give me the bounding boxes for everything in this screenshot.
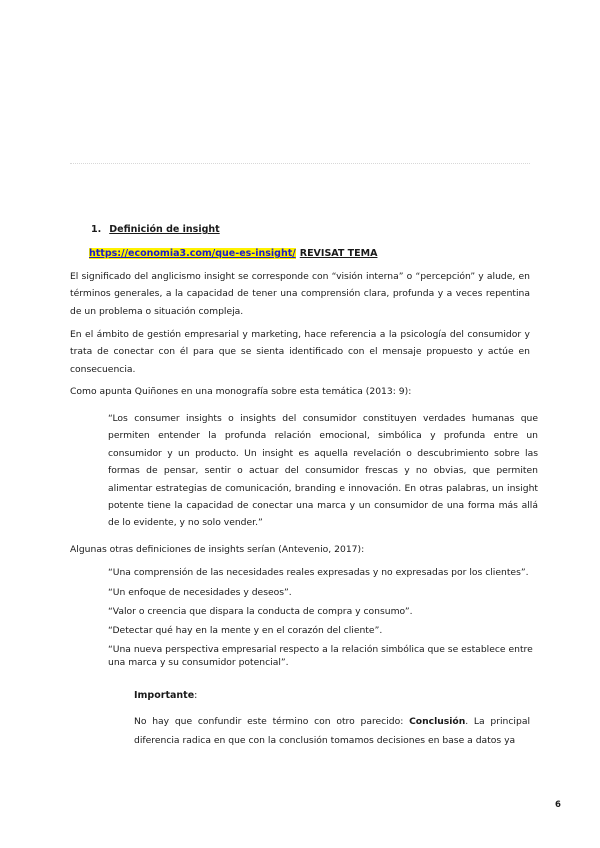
section-heading bbox=[91, 224, 220, 235]
reference-line bbox=[89, 248, 377, 259]
paragraph-quinones: Como apunta Quiñones en una monografía sobre esta temática (2013: 9): bbox=[70, 386, 412, 397]
definition-item: “Un enfoque de necesidades y deseos”. bbox=[108, 587, 292, 598]
note-title: Importante bbox=[134, 690, 195, 701]
paragraph-meaning: El significado del anglicismo insight se corresponde con “visión interna” o “percepción” y alude, en términos generales, a la capacidad de tener una comprensión clara, profunda y a veces repentina de un problema o situación compleja. bbox=[70, 271, 530, 317]
note-text-end: . La principal diferencia radica en que con la conclusión tomamos decisiones en base a datos ya bbox=[134, 716, 530, 746]
note-text-start: No hay que confundir este término con otro parecido: bbox=[134, 716, 410, 727]
definition-item: “Una comprensión de las necesidades reales expresadas y no expresadas por los clientes”. bbox=[108, 567, 529, 578]
definition-item: “Una nueva perspectiva empresarial respecto a la relación simbólica que se establece entre una marca y su consumidor potencial”. bbox=[108, 644, 533, 668]
note-body bbox=[134, 712, 530, 750]
note-keyword: Conclusión bbox=[409, 716, 466, 727]
review-note: REVISAT TEMA bbox=[299, 248, 378, 259]
section-title: Definición de insight bbox=[109, 224, 220, 235]
note-heading bbox=[134, 690, 197, 701]
reference-link[interactable]: https://economia3.com/que-es-insight/ bbox=[89, 248, 296, 259]
paragraph-definitions-intro: Algunas otras definiciones de insights serían (Antevenio, 2017): bbox=[70, 544, 365, 555]
paragraph-marketing: En el ámbito de gestión empresarial y marketing, hace referencia a la psicología del consumidor y trata de conectar con él para que se sienta identificado con el mensaje propuesto y actúe en consecuencia. bbox=[70, 329, 530, 375]
section-number: 1. bbox=[91, 224, 102, 235]
block-quote: “Los consumer insights o insights del consumidor constituyen verdades humanas que permiten entender la profunda relación emocional, simbólica y profunda entre un consumidor y un producto. Un insight es aquella revelación o descubrimiento sobre las formas de pensar, sentir o actuar del consumidor frescas y no obvias, que permiten alimentar estrategias de comunicación, branding e innovación. En otras palabras, un insight potente tiene la capacidad de conectar una marca y un consumidor de una forma más allá de lo evidente, y no solo vender.” bbox=[108, 413, 538, 529]
definition-item: “Valor o creencia que dispara la conducta de compra y consumo”. bbox=[108, 606, 413, 617]
header-divider bbox=[70, 163, 530, 164]
definition-item: “Detectar qué hay en la mente y en el corazón del cliente”. bbox=[108, 625, 383, 636]
page-number: 6 bbox=[555, 800, 561, 810]
note-title-colon: : bbox=[194, 690, 198, 701]
